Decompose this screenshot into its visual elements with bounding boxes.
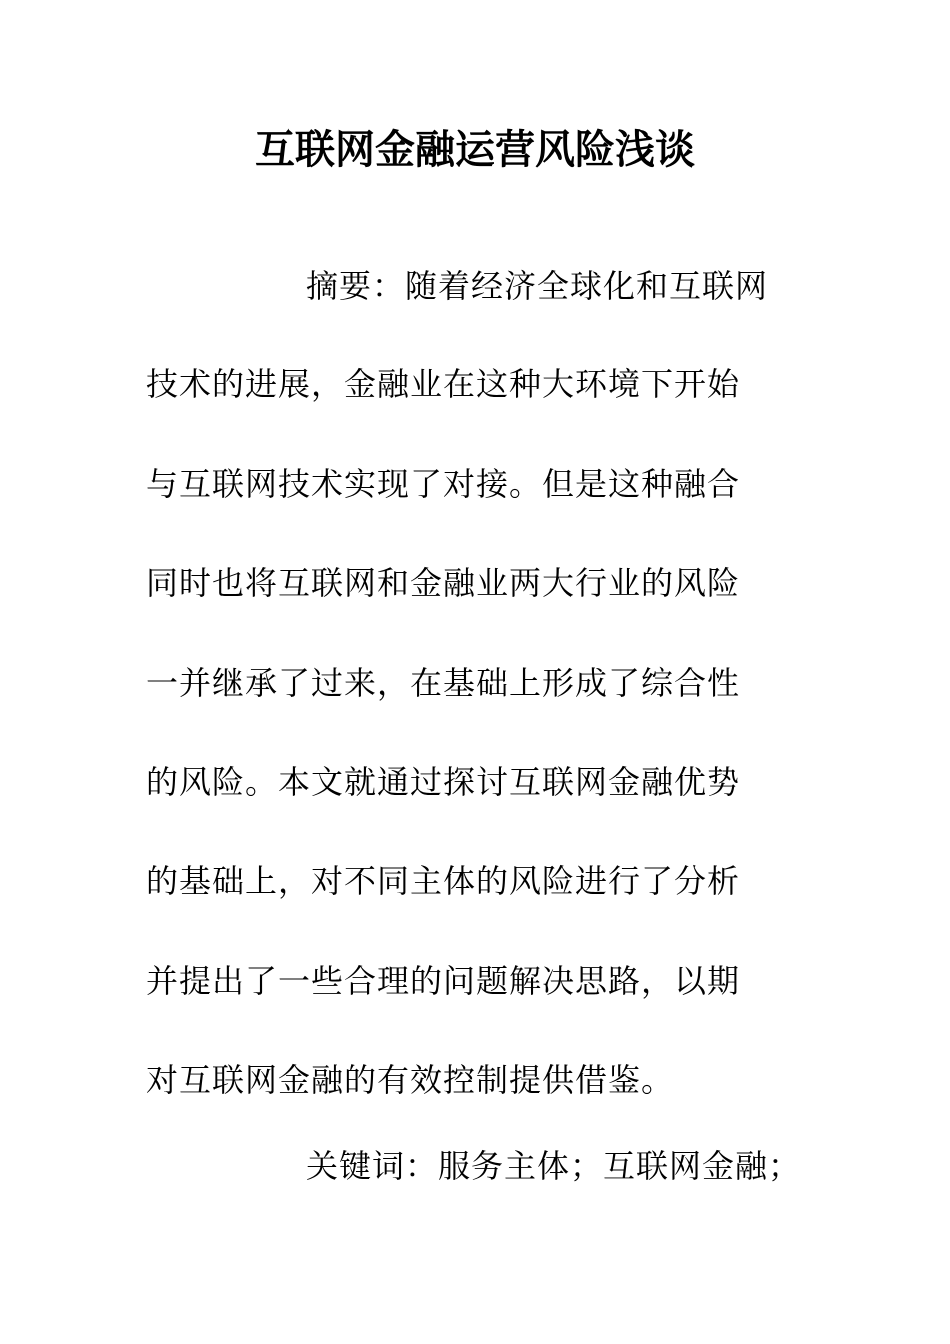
abstract-line: 对互联网金融的有效控制提供借鉴。 xyxy=(146,1061,675,1099)
abstract-line: 的风险。本文就通过探讨互联网金融优势 xyxy=(146,763,741,801)
abstract-line: 技术的进展，金融业在这种大环境下开始 xyxy=(146,365,741,403)
abstract-line: 与互联网技术实现了对接。但是这种融合 xyxy=(146,465,741,503)
abstract-line: 并提出了一些合理的问题解决思路，以期 xyxy=(146,962,741,1000)
abstract-line: 一并继承了过来，在基础上形成了综合性 xyxy=(146,664,741,702)
abstract-line: 同时也将互联网和金融业两大行业的风险 xyxy=(146,564,741,602)
keywords-line: 关键词：服务主体；互联网金融； xyxy=(306,1147,802,1185)
page-title: 互联网金融运营风险浅谈 xyxy=(255,127,695,173)
abstract-line: 摘要：随着经济全球化和互联网 xyxy=(306,267,769,305)
abstract-line: 的基础上，对不同主体的风险进行了分析 xyxy=(146,862,741,900)
